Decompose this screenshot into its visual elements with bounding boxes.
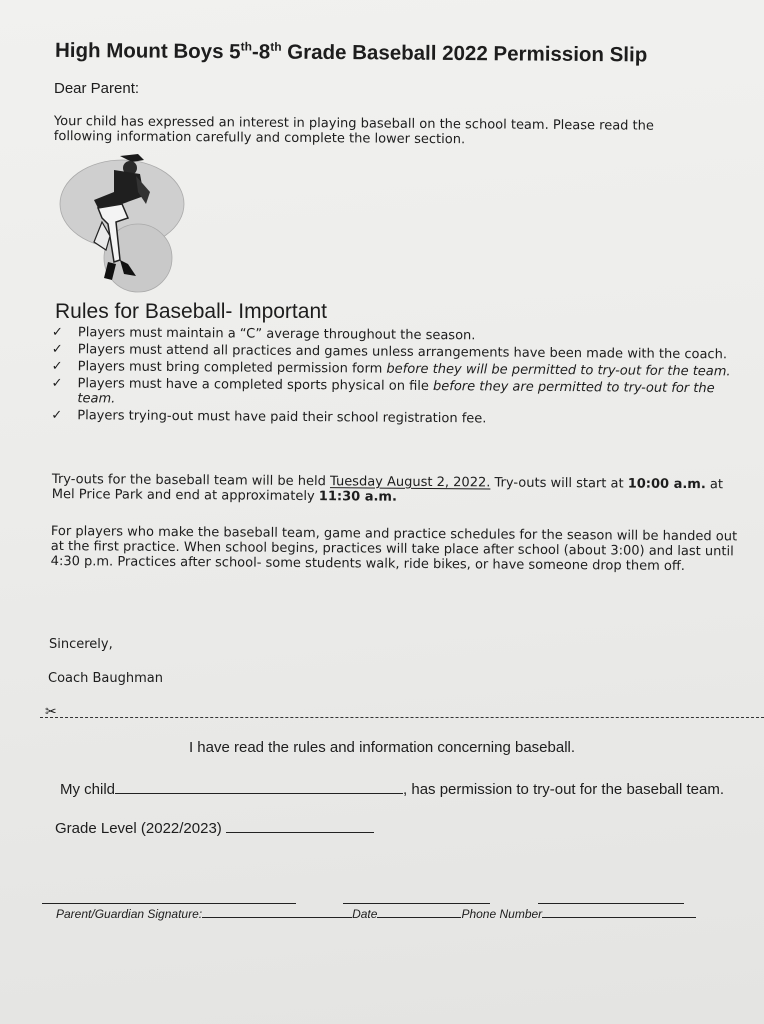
rule-item: ✓ Players trying-out must have paid their school registration fee. (51, 408, 487, 427)
phone-field[interactable] (538, 903, 684, 904)
page-title: High Mount Boys 5th-8th Grade Baseball 2022 Permission Slip (54, 38, 648, 67)
signature-field[interactable] (42, 903, 296, 904)
checkmark-icon: ✓ (51, 376, 63, 392)
baseball-player-clipart (58, 152, 188, 294)
child-permission-line: My child , has permission to try-out for the baseball team. (60, 781, 724, 798)
coach-name: Coach Baughman (48, 671, 164, 686)
cut-line (40, 717, 764, 718)
closing: Sincerely, (49, 637, 113, 652)
tryout-end-time: 11:30 a.m. (318, 489, 397, 505)
intro-paragraph: Your child has expressed an interest in playing baseball on the school team. Please read the following information carefully and complete the lower section. (53, 114, 654, 148)
child-name-field[interactable] (115, 779, 403, 794)
signature-label-row: Parent/Guardian Signature: Date Phone Number (56, 906, 696, 921)
checkmark-icon: ✓ (51, 342, 63, 358)
checkmark-icon: ✓ (51, 325, 63, 341)
acknowledgement: I have read the rules and information concerning baseball. (188, 739, 576, 756)
rules-heading: Rules for Baseball- Important (55, 300, 327, 323)
date-field[interactable] (343, 903, 490, 904)
grade-level-field[interactable] (226, 818, 374, 833)
rules-list (49, 325, 755, 431)
checkmark-icon: ✓ (51, 408, 63, 424)
rule-item: ✓ Players must attend all practices and games unless arrangements have been made with the coach. (51, 342, 728, 363)
checkmark-icon: ✓ (51, 359, 63, 375)
tryout-start-time: 10:00 a.m. (627, 476, 706, 493)
tryout-paragraph: Try-outs for the baseball team will be held Tuesday August 2, 2022. Try-outs will start at 10:00 a.m. at Mel Price Park and end at approximately 11:30 a.m. (51, 472, 724, 505)
schedule-paragraph: For players who make the baseball team, game and practice schedules for the season will be handed out at the first practice. When school begins, practices will take place after school (about 3:00) and last until 4:30 p.m. Practices after school- some students walk, ride bikes, or have someone drop them off. (50, 524, 738, 574)
grade-level-line: Grade Level (2022/2023) (55, 818, 374, 837)
tryout-date: Tuesday August 2, 2022. (329, 474, 491, 491)
rule-item: ✓ Players must have a completed sports physical on file before they are permitted to try-out for the team. (51, 376, 715, 407)
greeting: Dear Parent: (54, 80, 140, 97)
rule-item: ✓ Players must bring completed permission form before they will be permitted to try-out for the team. (51, 359, 731, 380)
scissors-icon: ✂ (45, 703, 57, 719)
rule-item: ✓ Players must maintain a “C” average throughout the season. (51, 325, 476, 344)
